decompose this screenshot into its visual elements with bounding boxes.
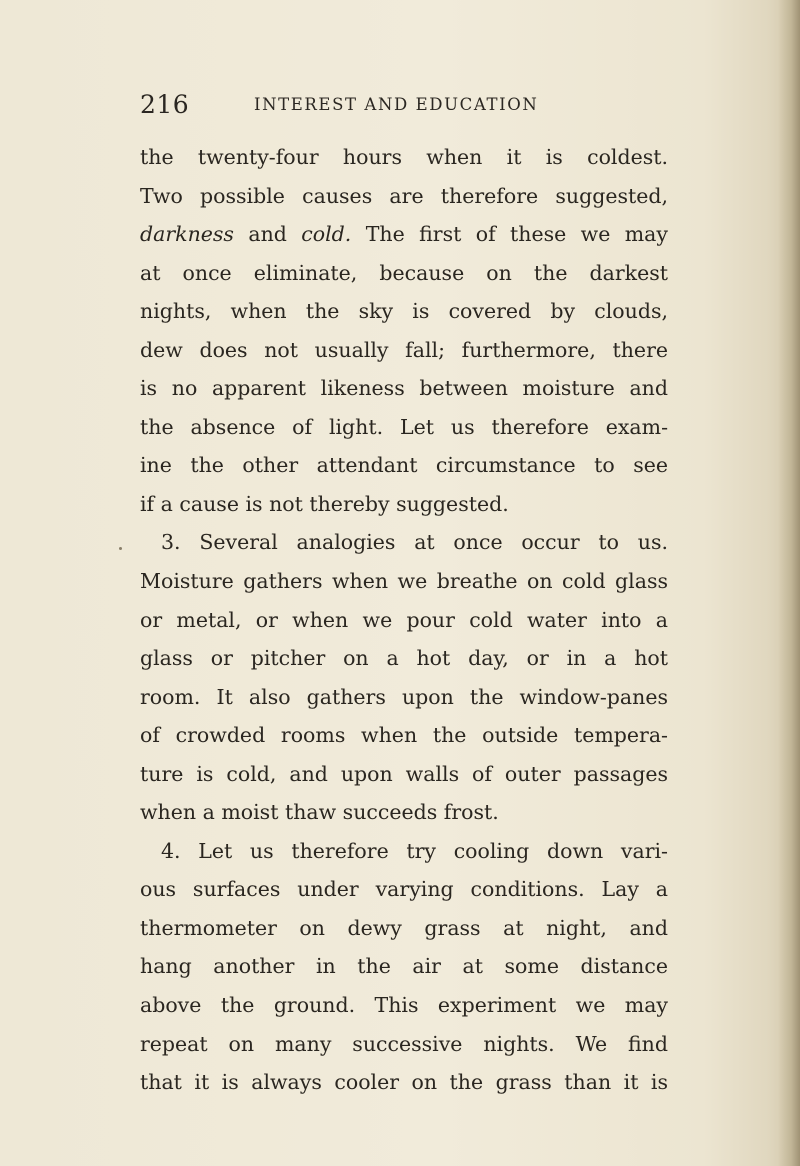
text-line: ous surfaces under varying conditions. Lay a (140, 877, 668, 902)
text-span: and (248, 222, 287, 247)
text-span: The first of these we may (365, 222, 668, 247)
text-line: hang another in the air at some distance (140, 954, 668, 979)
page-header (140, 90, 670, 122)
text-line: repeat on many successive nights. We find (140, 1031, 668, 1056)
text-line: room. It also gathers upon the window-panes (140, 684, 668, 709)
text-line: above the ground. This experiment we may (140, 993, 668, 1018)
text-line (140, 215, 668, 254)
paragraph-start-line: 3. Several analogies at once occur to us. (161, 530, 668, 555)
text-line: ture is cold, and upon walls of outer passages (140, 761, 668, 786)
text-line: at once eliminate, because on the darkest (140, 260, 668, 285)
page-number: 216 (140, 90, 190, 119)
text-line: of crowded rooms when the outside tempera- (140, 723, 668, 748)
text-line: thermometer on dewy grass at night, and (140, 915, 668, 940)
text-line: Two possible causes are therefore suggested, (140, 183, 668, 208)
text-line: the absence of light. Let us therefore exam- (140, 414, 668, 439)
paragraph-start-line: 4. Let us therefore try cooling down vari- (161, 838, 668, 863)
page-edge-shadow (778, 0, 800, 1166)
text-line: Moisture gathers when we breathe on cold glass (140, 569, 668, 594)
paper-speck (119, 547, 122, 550)
text-line: if a cause is not thereby suggested. (140, 491, 509, 516)
running-title: INTEREST AND EDUCATION (254, 95, 539, 114)
text-line: that it is always cooler on the grass than it is (140, 1070, 668, 1095)
italic-term-darkness: darkness (140, 222, 234, 247)
italic-term-cold: cold. (301, 222, 352, 247)
text-line: glass or pitcher on a hot day, or in a hot (140, 646, 668, 671)
text-line: when a moist thaw succeeds frost. (140, 800, 499, 825)
text-line: dew does not usually fall; furthermore, there (140, 337, 668, 362)
text-line: the twenty-four hours when it is coldest. (140, 145, 668, 169)
text-line: is no apparent likeness between moisture and (140, 376, 668, 401)
text-line: or metal, or when we pour cold water into a (140, 607, 668, 632)
text-line: nights, when the sky is covered by clouds, (140, 299, 668, 324)
text-line: ine the other attendant circumstance to see (140, 453, 668, 478)
body-text (140, 138, 668, 1102)
